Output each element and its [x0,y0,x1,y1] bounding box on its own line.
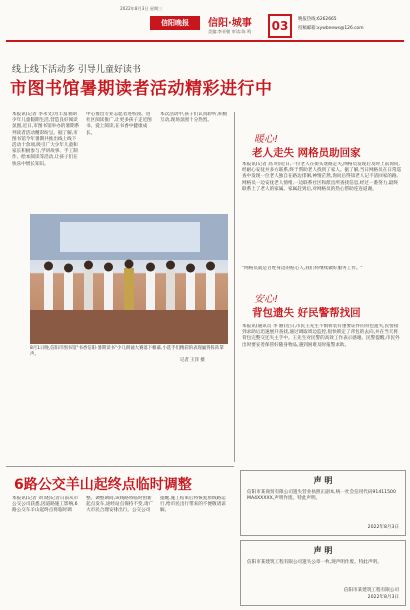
notice-2-body: 信阳市某建筑工程有限公司遗失公章一枚,现声明作废。特此声明。 [247,560,382,565]
award-ceremony-photo [30,214,228,344]
safe-body: 本报讯(通讯员 李 丽)近日,市民王先生不慎将装有重要证件的背包遗失,民警接到求助后迅速展开查找,通过调取周边监控,很快锁定了背包的去向,并在当天将背包完整交还失主手中。王先生对民警的高效工作表示感谢。民警提醒,市民外出时要妥善保管好随身物品,遇到困难及时报警求助。 [242,324,400,348]
safe-headline: 背包遗失 好民警帮找回 [252,307,361,319]
bus-body: 本报讯(记者 刘 晓)记者日前从市公交公司获悉,因道路施工影响,6路公交车羊山起终点将临时调整。调整期间,该线路将临时由新起点发车,途经站点保持不变,请广大市民合理安排出行。公交公司提醒,施工结束后将恢复原线路运行,给市民出行带来的不便敬请谅解。 [12,496,226,514]
lead-col-3: 本次活动中,孩子们认真聆听,积极互动,现场氛围十分热烈。 [160,112,228,124]
notice-2-date: 2022年8月3日 [367,594,399,600]
notice-2-title: 声 明 [313,546,333,555]
safe-label: 安心! [254,294,279,305]
issue-date: 2022年8月3日 星期三 [120,6,163,11]
notice-box-1 [240,470,406,536]
masthead-rule [6,40,404,42]
lead-headline: 市图书馆暑期读者活动精彩进行中 [10,79,273,99]
column-divider [234,112,235,462]
warm-headline: 老人走失 网格员助回家 [252,147,361,159]
lead-kicker: 线上线下活动多 引导儿童好读书 [12,65,141,75]
lead-col-2: 中心推出专业志愿者进校园、进社区阅读推广,让更多孩子走近图书、爱上阅读,在书香中健康成长。 [86,112,152,136]
contribution-email: 投稿邮箱:xywbnews@126.com [298,26,364,31]
news-hotline: 晚报热线:6262665 [298,17,337,22]
section-name: 信阳·城事 [208,18,252,29]
warm-body: 本报讯(记者 高 明)近日,一位老人在街头迷路走失,网格员发现后及时上前询问,经耐心安抚并多方联系,终于帮助老人找到了家人。据了解,当日网格员在日常巡查中发现一位老人独自在路边徘徊,神情茫然,询问后得知老人记不清回家的路。网格员一边安抚老人情绪,一边联系社区和派出所查找信息,经过一番努力,最终联系上了老人的家属。家属赶到后,对网格员的热心帮助连连道谢。 [242,162,402,192]
lead-photo [30,214,228,344]
bus-headline: 6路公交羊山起终点临时调整 [14,477,192,493]
warm-quote: "网格员就是百姓身边的贴心人,我们将继续做好服务工作。" [242,266,363,271]
notice-1-title: 声 明 [313,476,333,485]
notice-1-body: 信阳市某商贸有限公司遗失营业执照正副本,统一社会信用代码91411500MA4XXXXX,声明作废。特此声明。 [247,490,396,502]
warm-label: 暖心! [254,134,279,145]
section-rule [6,466,234,467]
notice-2-signer: 信阳市某建筑工程有限公司 [343,587,399,593]
notice-1-date: 2022年8月3日 [367,524,399,530]
notice-box-2 [240,540,406,606]
page-editors: 美编:李亚朝 审读:陈 鸣 [208,29,252,34]
lead-col-1: 本报讯(记者 李永文)为丰富暑期少年儿童假期生活,营造良好阅读氛围,近日,市图书馆举办的暑期系列读者活动精彩纷呈。据了解,市图书馆今年暑期共推出线上线下活动十余项,吸引广大少年儿童和家长积极参与,学讲故事、手工制作、绘本阅读等活动,让孩子们在快乐中增长知识。 [12,112,80,167]
page-number: 03 [268,14,292,38]
photo-caption: 8月1日晚,信阳市图书馆"书香信阳·暑期读书"少儿朗诵大赛落下帷幕,小选手们精彩的表现赢得阵阵掌声。 [30,346,224,357]
newspaper-logo: 信阳晚报 [150,16,200,30]
photo-credit: 记者 王洋 摄 [180,358,205,363]
